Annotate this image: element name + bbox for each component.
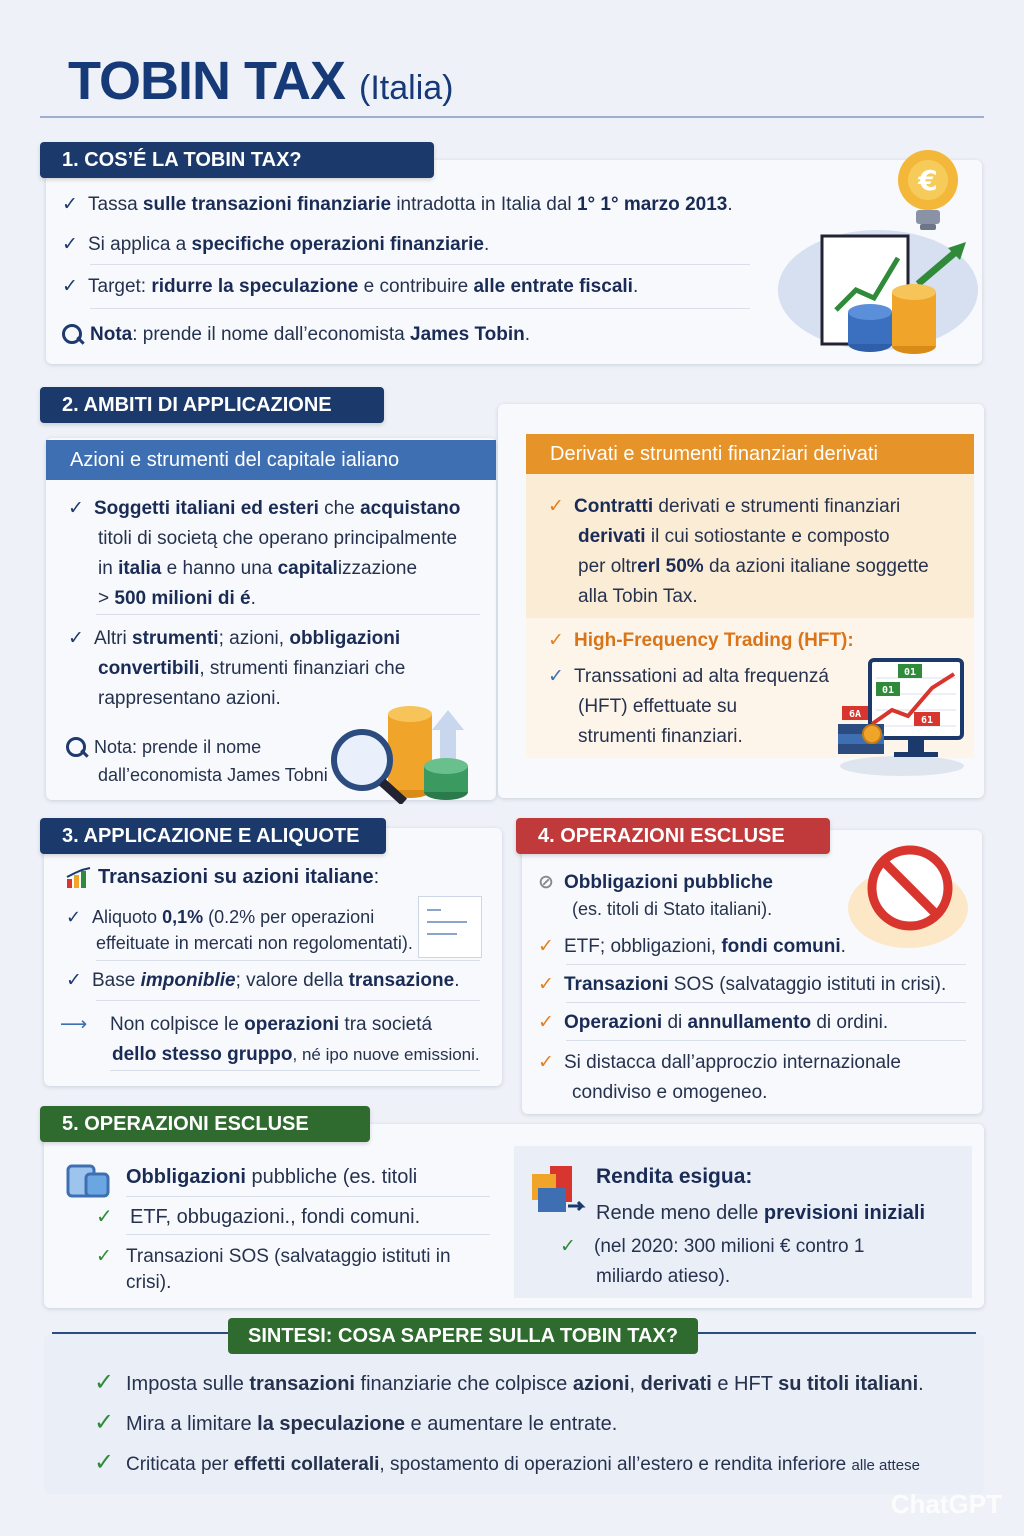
shopping-icon — [528, 1162, 588, 1222]
euro-lightbulb-icon — [898, 150, 958, 230]
check-icon: ✓ — [538, 1012, 554, 1033]
section3-heading: 3. APPLICAZIONE E ALIQUOTE — [40, 818, 386, 854]
divider — [126, 1234, 490, 1235]
magnifier-icon — [66, 737, 88, 759]
divider — [96, 614, 480, 615]
section2-right-title: Derivati e strumenti finanziari derivati — [526, 434, 974, 474]
section4-line2: ✓ ETF; obbligazioni, fondi comuni. — [538, 934, 846, 960]
svg-text:01: 01 — [903, 667, 917, 678]
divider — [90, 264, 750, 265]
section1-heading: 1. COS’É LA TOBIN TAX? — [40, 142, 434, 178]
svg-text:€: € — [918, 164, 938, 197]
section3-line3: ⟶ Non colpisce le operazioni tra societá dello stesso gruppo, né ipo nuove emissioni. — [60, 1010, 480, 1070]
section4-line3: ✓ Transazioni SOS (salvataggio istituti in crisi). — [538, 972, 946, 998]
divider — [110, 1070, 480, 1071]
section2-right-p1: ✓ Contratti derivati e strumenti finanziari derivati il cui sotiostante e composto per oltrerl 50% da azioni italiane soggette alla Tobin Tax. — [548, 492, 929, 612]
svg-text:61: 61 — [920, 715, 934, 726]
divider — [566, 1040, 966, 1041]
magnifier-icon — [62, 324, 84, 346]
title-divider — [40, 116, 984, 118]
svg-text:01: 01 — [881, 685, 895, 696]
sintesi-line1: ✓ Imposta sulle transazioni finanziarie che colpisce azioni, derivati e HFT su titoli italiani. — [94, 1369, 924, 1396]
check-icon: ✓ — [94, 1449, 115, 1476]
check-icon: ✓ — [62, 234, 78, 255]
section3-line2: ✓ Base imponiblie; valore della transazione. — [66, 968, 459, 994]
sintesi-line2: ✓ Mira a limitare la speculazione e aumentare le entrate. — [94, 1409, 618, 1436]
prohibited-illustration — [840, 842, 970, 952]
section4-line5: ✓ Si distacca dall’approczio internazionale condiviso e omogeneo. — [538, 1048, 901, 1108]
section3-line1: ✓ Aliquoto 0,1% (0.2% per operazioni effeituate in mercati non regolomentati). — [66, 904, 413, 956]
check-icon: ✓ — [548, 630, 564, 651]
prohibited-icon — [872, 850, 948, 926]
check-icon: ✓ — [94, 1369, 115, 1396]
section5-right-line2: ✓ (nel 2020: 300 milioni € contro 1 miliardo atieso). — [560, 1232, 864, 1292]
section5-left-line1: Obbligazioni pubbliche (es. titoli — [126, 1166, 418, 1188]
check-icon: ✓ — [68, 628, 84, 649]
watermark: ChatGPT — [890, 1489, 1002, 1519]
check-icon: ✓ — [538, 974, 554, 995]
divider — [566, 964, 966, 965]
magnifier-coins-illustration — [298, 700, 478, 804]
divider — [96, 1000, 480, 1001]
section4-line4: ✓ Operazioni di annullamento di ordini. — [538, 1010, 888, 1036]
section2-left-p1: ✓ Soggetti italiani ed esteri che acquistano titoli di societą che operano principalmente in italia e hanno una capitalizzazione > 500 milioni di é. — [68, 494, 460, 614]
check-icon: ✓ — [94, 1409, 115, 1436]
section4-line1: ⊘ Obbligazioni pubbliche (es. titoli di Stato italiani). — [538, 872, 773, 919]
section3-subtitle: Transazioni su azioni italiane: — [66, 864, 379, 890]
sintesi-heading: SINTESI: COSA SAPERE SULLA TOBIN TAX? — [228, 1318, 698, 1354]
check-icon: ✓ — [68, 498, 84, 519]
check-icon: ✓ — [538, 936, 554, 957]
section2-left-p2: ✓ Altri strumenti; azioni, obbligazioni convertibili, strumenti finanziari che rappresentano azioni. — [68, 624, 405, 714]
section1-line1: ✓ Tassa sulle transazioni finanziarie intradotta in Italia dal 1° 1° marzo 2013. — [62, 192, 733, 218]
check-icon: ✓ — [96, 1246, 112, 1267]
check-icon: ✓ — [62, 194, 78, 215]
section2-hft-title: ✓ High-Frequency Trading (HFT): — [548, 628, 854, 654]
arrow-right-icon: ⟶ — [60, 1014, 88, 1035]
section5-left-line2: ✓ ETF, obbugazioni., fondi comuni. — [96, 1206, 421, 1228]
page-title: TOBIN TAX (Italia) — [68, 51, 454, 111]
check-circle-icon: ⊘ — [538, 872, 554, 893]
sintesi-line3: ✓ Criticata per effetti collaterali, spostamento di operazioni all’estero e rendita inferiore alle attese — [94, 1449, 920, 1476]
document-icon — [64, 1160, 112, 1200]
divider — [96, 960, 480, 961]
divider — [566, 1002, 966, 1003]
check-icon: ✓ — [560, 1236, 576, 1257]
section2-left-note: Nota: prende il nome dall’economista James Tobni — [66, 733, 328, 789]
section1-note: Nota: prende il nome dall’economista James Tobin. — [62, 322, 530, 348]
check-icon: ✓ — [548, 496, 564, 517]
svg-text:6A: 6A — [848, 709, 862, 720]
section5-right-line1: Rende meno delle previsioni iniziali — [596, 1202, 926, 1224]
divider — [90, 308, 750, 309]
section1-line2: ✓ Si applica a specifiche operazioni finanziarie. — [62, 232, 489, 258]
check-icon: ✓ — [548, 666, 564, 687]
check-icon: ✓ — [538, 1052, 554, 1073]
check-icon: ✓ — [62, 276, 78, 297]
check-icon: ✓ — [66, 907, 82, 927]
trading-monitor-illustration — [836, 654, 968, 778]
section5-heading: 5. OPERAZIONI ESCLUSE — [40, 1106, 370, 1142]
section5-right-title: Rendita esigua: — [596, 1165, 753, 1188]
check-icon: ✓ — [96, 1206, 113, 1228]
section2-heading: 2. AMBITI DI APPLICAZIONE — [40, 387, 384, 423]
section1-line3: ✓ Target: ridurre la speculazione e contribuire alle entrate fiscali. — [62, 274, 638, 300]
bar-chart-icon — [66, 867, 92, 889]
magnifier-icon — [334, 732, 390, 788]
check-icon: ✓ — [66, 970, 82, 991]
section4-heading: 4. OPERAZIONI ESCLUSE — [516, 818, 830, 854]
section5-left-line3: ✓ Transazioni SOS (salvataggio istituti in crisi). — [96, 1246, 451, 1293]
growth-chart-illustration — [770, 140, 980, 362]
divider — [126, 1196, 490, 1197]
table-icon — [418, 896, 482, 958]
section2-left-title: Azioni e strumenti del capitale ialiano — [46, 440, 496, 480]
section2-right-p2: ✓ Transsationi ad alta frequenzá (HFT) effettuate su strumenti finanziari. — [548, 662, 829, 752]
